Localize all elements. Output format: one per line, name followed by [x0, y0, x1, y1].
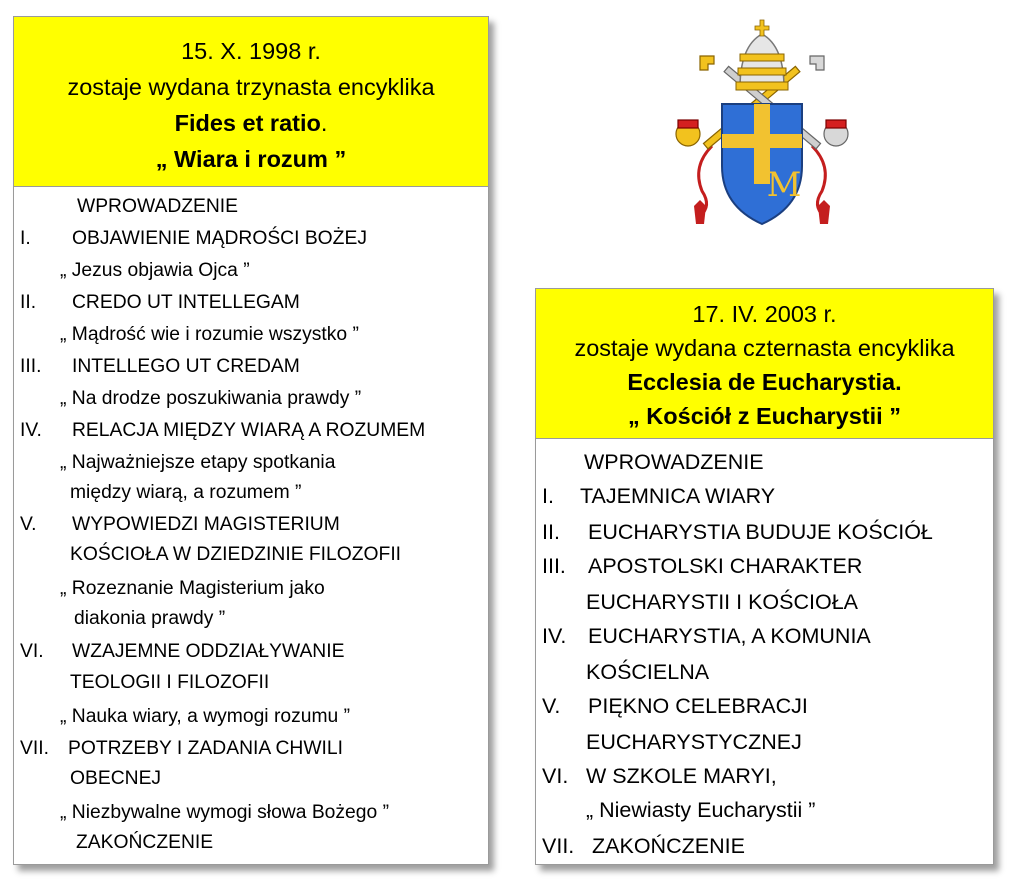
- toc-item-title: PIĘKNO CELEBRACJI: [588, 694, 808, 718]
- encyclical-card-fides-et-ratio: [13, 16, 489, 865]
- shield: [722, 104, 802, 224]
- toc-item-title-continuation: KOŚCIOŁA W DZIEDZINIE FILOZOFII: [70, 544, 402, 565]
- toc-item-number: V.: [20, 514, 37, 535]
- toc-item-number: II.: [20, 292, 37, 313]
- toc-item-title-continuation: TEOLOGII I FILOZOFII: [70, 672, 270, 693]
- toc-item-title: POTRZEBY I ZADANIA CHWILI: [68, 738, 343, 759]
- toc-ending-label: ZAKOŃCZENIE: [76, 832, 214, 853]
- encyclical-header: [536, 289, 993, 439]
- encyclical-card-ecclesia-de-eucharystia: [535, 288, 994, 865]
- toc-item-subtitle-text: „ Nauka wiary, a wymogi rozumu ”: [60, 706, 351, 727]
- toc-item-number: III.: [20, 356, 42, 377]
- encyclical-subtitle: zostaje wydana trzynasta encyklika: [67, 74, 435, 100]
- toc-item-number: II.: [542, 520, 560, 544]
- encyclical-subtitle: zostaje wydana czternasta encyklika: [574, 335, 955, 361]
- toc-item-number: VII.: [20, 738, 49, 759]
- tiara: [736, 20, 788, 90]
- papal-coat-of-arms-icon: [672, 16, 852, 234]
- toc-item-title-continuation: EUCHARYSTYCZNEJ: [586, 730, 802, 754]
- toc-item-subtitle-text: „ Najważniejsze etapy spotkania: [60, 452, 336, 473]
- toc-item-title: APOSTOLSKI CHARAKTER: [588, 554, 863, 578]
- toc-item-number: V.: [542, 694, 561, 718]
- toc-item-subtitle-text: między wiarą, a rozumem ”: [70, 482, 302, 503]
- toc-item-title: WYPOWIEDZI MAGISTERIUM: [72, 514, 340, 535]
- encyclical-polish-title: „ Wiara i rozum ”: [155, 146, 347, 172]
- toc-item-title: EUCHARYSTIA BUDUJE KOŚCIÓŁ: [588, 520, 933, 544]
- toc-item-number: IV.: [542, 624, 567, 648]
- toc-item-number: I.: [20, 228, 31, 249]
- encyclical-latin-title-line: [14, 105, 488, 141]
- toc-item-title: EUCHARYSTIA, A KOMUNIA: [588, 624, 871, 648]
- toc-item-title: TAJEMNICA WIARY: [580, 484, 776, 508]
- encyclical-date: 17. IV. 2003 r.: [692, 301, 837, 327]
- toc-item-title: W SZKOLE MARYI,: [586, 764, 777, 788]
- encyclical-latin-title-suffix: .: [320, 110, 328, 136]
- toc-item-subtitle-text: „ Niewiasty Eucharystii ”: [586, 798, 816, 822]
- toc-item-subtitle-text: diakonia prawdy ”: [74, 608, 226, 629]
- encyclical-header: [14, 17, 488, 187]
- toc-item-title-continuation: EUCHARYSTII I KOŚCIOŁA: [586, 590, 859, 614]
- toc-item-title: RELACJA MIĘDZY WIARĄ A ROZUMEM: [72, 420, 426, 441]
- toc-item-number: IV.: [20, 420, 42, 441]
- toc-item-title: OBJAWIENIE MĄDROŚCI BOŻEJ: [72, 228, 367, 249]
- toc-item-subtitle-text: „ Niezbywalne wymogi słowa Bożego ”: [60, 802, 389, 823]
- toc-item-title: WZAJEMNE ODDZIAŁYWANIE: [72, 641, 345, 662]
- toc-intro-label: WPROWADZENIE: [584, 450, 764, 474]
- encyclical-latin-title: Ecclesia de Eucharystia.: [627, 369, 902, 395]
- encyclical-date: 15. X. 1998 r.: [181, 38, 321, 64]
- toc-item-title: CREDO UT INTELLEGAM: [72, 292, 300, 313]
- toc-item-title-continuation: KOŚCIELNA: [586, 660, 710, 684]
- toc-item-title: ZAKOŃCZENIE: [592, 834, 745, 858]
- toc-item-number: VII.: [542, 834, 575, 858]
- toc-item-number: VI.: [20, 641, 44, 662]
- toc-item-subtitle-text: „ Jezus objawia Ojca ”: [60, 260, 250, 281]
- encyclical-latin-title: Fides et ratio: [174, 110, 321, 136]
- toc-item-subtitle-text: „ Na drodze poszukiwania prawdy ”: [60, 388, 362, 409]
- shield-letter: M: [766, 165, 802, 205]
- toc-item-number: I.: [542, 484, 554, 508]
- toc-item-number: III.: [542, 554, 566, 578]
- toc-item-title: INTELLEGO UT CREDAM: [72, 356, 300, 377]
- toc-item-subtitle-text: „ Rozeznanie Magisterium jako: [60, 578, 325, 599]
- toc-intro-label: WPROWADZENIE: [77, 196, 239, 217]
- encyclical-polish-title: „ Kościół z Eucharystii ”: [628, 403, 901, 429]
- toc-item-number: VI.: [542, 764, 569, 788]
- toc-item-subtitle-text: „ Mądrość wie i rozumie wszystko ”: [60, 324, 359, 345]
- toc-item-title-continuation: OBECNEJ: [70, 768, 162, 789]
